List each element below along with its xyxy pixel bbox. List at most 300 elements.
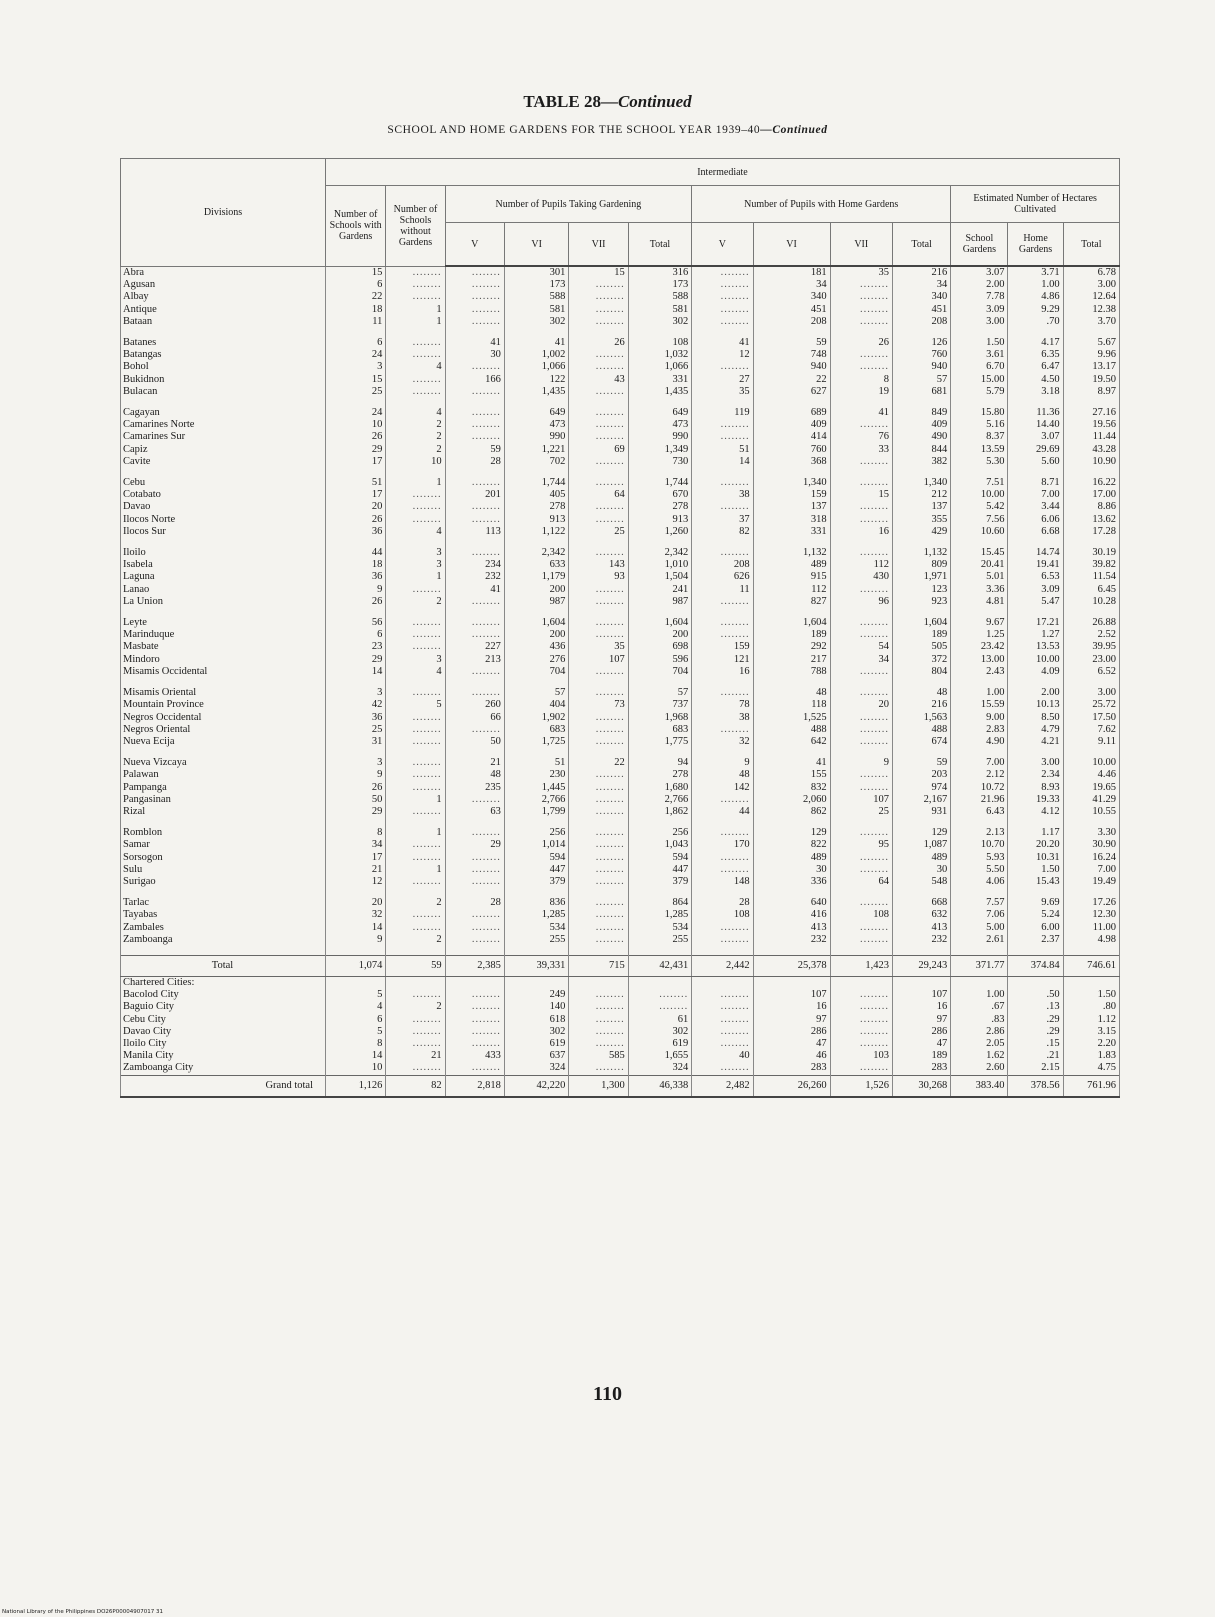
division-name: Rizal — [121, 806, 326, 818]
table-cell: 5.00 — [951, 922, 1008, 934]
table-cell — [445, 976, 504, 989]
table-row — [121, 757, 1120, 769]
table-cell: 50 — [445, 736, 504, 748]
table-cell: 336 — [753, 876, 830, 888]
table-cell: ........ — [386, 266, 445, 279]
table-cell: 473 — [628, 419, 691, 431]
table-cell: 3.15 — [1063, 1026, 1119, 1038]
table-cell: 21 — [325, 864, 385, 876]
table-cell: 3.07 — [1008, 431, 1063, 443]
table-cell: 489 — [892, 852, 950, 864]
table-cell: 3 — [325, 361, 385, 373]
division-name: Zamboanga — [121, 934, 326, 946]
table-cell: 862 — [753, 806, 830, 818]
table-cell: 36 — [325, 526, 385, 538]
division-name: Tarlac — [121, 897, 326, 909]
table-row — [121, 827, 1120, 839]
table-cell: 217 — [753, 654, 830, 666]
table-cell: ........ — [830, 922, 892, 934]
table-row — [121, 654, 1120, 666]
table-cell: 2 — [386, 1001, 445, 1013]
table-cell: 1,799 — [504, 806, 569, 818]
table-cell: 490 — [892, 431, 950, 443]
division-name: Camarines Sur — [121, 431, 326, 443]
table-cell: 29 — [325, 806, 385, 818]
table-cell: 409 — [892, 419, 950, 431]
division-name: Cebu — [121, 477, 326, 489]
table-cell: 1,604 — [892, 617, 950, 629]
table-cell: 4.98 — [1063, 934, 1119, 946]
division-name: Samar — [121, 839, 326, 851]
header-pupils-taking: Number of Pupils Taking Gardening — [445, 186, 692, 223]
table-cell: ........ — [445, 1062, 504, 1075]
table-cell: 9 — [325, 584, 385, 596]
table-cell: 208 — [753, 316, 830, 328]
table-cell: 451 — [892, 304, 950, 316]
table-cell: 683 — [504, 724, 569, 736]
table-cell: 4.06 — [951, 876, 1008, 888]
table-cell: 6 — [325, 337, 385, 349]
table-cell: 51 — [692, 444, 753, 456]
table-cell: 28 — [692, 897, 753, 909]
table-cell: ........ — [386, 374, 445, 386]
table-cell: 1,221 — [504, 444, 569, 456]
table-cell: ........ — [569, 431, 628, 443]
table-cell: 3.71 — [1008, 266, 1063, 279]
table-cell: 649 — [628, 407, 691, 419]
table-cell: 20 — [325, 501, 385, 513]
table-cell: ........ — [386, 1038, 445, 1050]
table-cell: ........ — [569, 852, 628, 864]
table-cell: 7.56 — [951, 514, 1008, 526]
table-cell: 32 — [692, 736, 753, 748]
table-cell: 1 — [386, 316, 445, 328]
table-cell: 1,445 — [504, 782, 569, 794]
table-cell: 301 — [504, 266, 569, 279]
table-cell: 41.29 — [1063, 794, 1119, 806]
table-cell: 15.45 — [951, 547, 1008, 559]
table-cell: ........ — [569, 304, 628, 316]
table-cell: ........ — [569, 922, 628, 934]
table-cell: 788 — [753, 666, 830, 678]
table-row — [121, 876, 1120, 888]
table-cell: 698 — [628, 641, 691, 653]
table-cell: 57 — [504, 687, 569, 699]
table-cell: 1,285 — [628, 909, 691, 921]
table-cell: .13 — [1008, 1001, 1063, 1013]
header-total: Total — [628, 223, 691, 267]
table-row — [121, 1062, 1120, 1075]
table-cell: 25 — [569, 526, 628, 538]
table-cell: 760 — [892, 349, 950, 361]
table-cell: ........ — [569, 456, 628, 468]
division-name: Zamboanga City — [121, 1062, 326, 1075]
table-cell: 340 — [892, 291, 950, 303]
table-cell: 18 — [325, 559, 385, 571]
table-cell: 140 — [504, 1001, 569, 1013]
table-cell: 1,680 — [628, 782, 691, 794]
table-cell: 21.96 — [951, 794, 1008, 806]
table-cell: 21 — [386, 1050, 445, 1062]
table-cell: 47 — [753, 1038, 830, 1050]
table-cell: ........ — [445, 687, 504, 699]
table-cell: ........ — [445, 266, 504, 279]
header-vii: VII — [569, 223, 628, 267]
table-cell: 16 — [753, 1001, 830, 1013]
table-cell: 4.12 — [1008, 806, 1063, 818]
table-cell: ........ — [692, 934, 753, 946]
table-cell: 302 — [504, 316, 569, 328]
table-cell: ........ — [569, 827, 628, 839]
table-cell: 331 — [753, 526, 830, 538]
table-cell: 76 — [830, 431, 892, 443]
table-cell: 8 — [325, 1038, 385, 1050]
table-cell: 1 — [386, 794, 445, 806]
division-name: Agusan — [121, 279, 326, 291]
table-cell: ........ — [692, 316, 753, 328]
division-name: Misamis Occidental — [121, 666, 326, 678]
table-cell: 681 — [892, 386, 950, 398]
table-cell: 488 — [892, 724, 950, 736]
table-cell: 25 — [325, 386, 385, 398]
table-cell: 10 — [325, 419, 385, 431]
table-cell: 1.50 — [1008, 864, 1063, 876]
table-cell: ........ — [569, 279, 628, 291]
table-cell: 5 — [325, 989, 385, 1001]
table-cell: 1,002 — [504, 349, 569, 361]
table-cell: 19 — [830, 386, 892, 398]
table-cell: 594 — [504, 852, 569, 864]
table-cell: 1.00 — [951, 989, 1008, 1001]
table-row — [121, 584, 1120, 596]
table-cell: 3.09 — [1008, 584, 1063, 596]
table-cell: 11 — [325, 316, 385, 328]
division-name: Surigao — [121, 876, 326, 888]
table-row — [121, 641, 1120, 653]
header-vii: VII — [830, 223, 892, 267]
table-cell: 276 — [504, 654, 569, 666]
table-cell — [628, 976, 691, 989]
table-cell: 286 — [753, 1026, 830, 1038]
table-cell: 4.50 — [1008, 374, 1063, 386]
table-cell: 6.78 — [1063, 266, 1119, 279]
table-cell: 844 — [892, 444, 950, 456]
table-cell: 1.00 — [951, 687, 1008, 699]
division-name: Marinduque — [121, 629, 326, 641]
table-cell: ........ — [692, 291, 753, 303]
table-row — [121, 547, 1120, 559]
table-cell: 489 — [753, 559, 830, 571]
table-cell: 4 — [386, 666, 445, 678]
table-cell: 11.44 — [1063, 431, 1119, 443]
table-cell: 4.46 — [1063, 769, 1119, 781]
table-cell: 1,300 — [569, 1075, 628, 1097]
table-cell — [386, 976, 445, 989]
table-row — [121, 361, 1120, 373]
table-cell: 8.93 — [1008, 782, 1063, 794]
table-cell: 189 — [892, 1050, 950, 1062]
table-cell: 1,604 — [504, 617, 569, 629]
table-cell: 1,655 — [628, 1050, 691, 1062]
table-cell: ........ — [692, 361, 753, 373]
division-name: Sorsogon — [121, 852, 326, 864]
table-cell: 302 — [628, 1026, 691, 1038]
division-name: Cavite — [121, 456, 326, 468]
table-cell: 5.47 — [1008, 596, 1063, 608]
table-row — [121, 444, 1120, 456]
table-cell: 7.00 — [951, 757, 1008, 769]
table-cell: 10.60 — [951, 526, 1008, 538]
table-cell: ........ — [569, 782, 628, 794]
division-name: Palawan — [121, 769, 326, 781]
table-cell: 69 — [569, 444, 628, 456]
table-cell: ........ — [445, 514, 504, 526]
table-cell: ........ — [569, 769, 628, 781]
table-cell: ........ — [445, 617, 504, 629]
table-cell: 3.61 — [951, 349, 1008, 361]
table-cell: ........ — [569, 1001, 628, 1013]
table-cell: 256 — [504, 827, 569, 839]
table-cell: ........ — [830, 934, 892, 946]
division-name: Zambales — [121, 922, 326, 934]
table-cell: 14.40 — [1008, 419, 1063, 431]
table-cell: ........ — [386, 876, 445, 888]
table-cell: 324 — [504, 1062, 569, 1075]
table-cell: 41 — [504, 337, 569, 349]
table-cell: 63 — [445, 806, 504, 818]
table-row — [121, 477, 1120, 489]
table-cell: 25.72 — [1063, 699, 1119, 711]
chartered-cities-label-row — [121, 976, 1120, 989]
table-cell: ........ — [569, 909, 628, 921]
table-cell: 64 — [830, 876, 892, 888]
header-total: Total — [892, 223, 950, 267]
table-cell: ........ — [830, 736, 892, 748]
table-cell: 59 — [753, 337, 830, 349]
table-cell: 22 — [753, 374, 830, 386]
table-cell: ........ — [830, 514, 892, 526]
table-cell: ........ — [386, 501, 445, 513]
table-cell: 10 — [325, 1062, 385, 1075]
table-cell — [892, 976, 950, 989]
table-cell: 2.60 — [951, 1062, 1008, 1075]
table-cell: 28 — [445, 456, 504, 468]
table-cell: ........ — [445, 431, 504, 443]
table-cell: 8.71 — [1008, 477, 1063, 489]
table-cell: ........ — [445, 864, 504, 876]
table-cell: ........ — [386, 291, 445, 303]
table-cell: 18 — [325, 304, 385, 316]
table-row — [121, 736, 1120, 748]
table-cell: ........ — [445, 922, 504, 934]
table-cell: 148 — [692, 876, 753, 888]
table-cell: 17.26 — [1063, 897, 1119, 909]
table-cell: 371.77 — [951, 955, 1008, 976]
division-name: Negros Oriental — [121, 724, 326, 736]
table-cell: 2,060 — [753, 794, 830, 806]
table-cell: 1.50 — [1063, 989, 1119, 1001]
table-cell: 17.21 — [1008, 617, 1063, 629]
table-cell: 3 — [325, 687, 385, 699]
table-cell: ........ — [830, 782, 892, 794]
table-row — [121, 699, 1120, 711]
table-cell: 6.45 — [1063, 584, 1119, 596]
table-cell: 8.37 — [951, 431, 1008, 443]
table-cell: 1,010 — [628, 559, 691, 571]
table-cell: 34 — [753, 279, 830, 291]
table-cell: 355 — [892, 514, 950, 526]
table-cell: 16 — [692, 666, 753, 678]
table-cell: 24 — [325, 349, 385, 361]
table-cell: 5.16 — [951, 419, 1008, 431]
table-cell: 378.56 — [1008, 1075, 1063, 1097]
table-cell: ........ — [445, 666, 504, 678]
table-cell: ........ — [386, 1062, 445, 1075]
table-cell: 48 — [692, 769, 753, 781]
division-name: Total — [121, 955, 326, 976]
table-cell: 14 — [692, 456, 753, 468]
table-cell: 19.41 — [1008, 559, 1063, 571]
table-cell: 14 — [325, 1050, 385, 1062]
table-cell: 447 — [504, 864, 569, 876]
header-v: V — [445, 223, 504, 267]
division-name: Manila City — [121, 1050, 326, 1062]
table-cell: 235 — [445, 782, 504, 794]
table-cell: 9 — [830, 757, 892, 769]
table-cell: 674 — [892, 736, 950, 748]
table-cell: ........ — [445, 724, 504, 736]
table-cell: ........ — [692, 629, 753, 641]
table-cell: 990 — [628, 431, 691, 443]
table-cell: 4 — [325, 1001, 385, 1013]
table-cell: ........ — [386, 349, 445, 361]
table-cell: 15 — [325, 374, 385, 386]
table-cell: 10.72 — [951, 782, 1008, 794]
table-cell: 534 — [504, 922, 569, 934]
table-cell: ........ — [386, 989, 445, 1001]
table-cell: ........ — [830, 769, 892, 781]
table-cell: ........ — [569, 407, 628, 419]
table-cell — [692, 976, 753, 989]
table-cell: 25 — [325, 724, 385, 736]
table-row — [121, 852, 1120, 864]
table-cell: 17.50 — [1063, 712, 1119, 724]
table-cell: 2.37 — [1008, 934, 1063, 946]
header-schools-without: Number of Schools without Gardens — [386, 186, 445, 267]
table-cell: ........ — [830, 477, 892, 489]
table-cell: ........ — [830, 547, 892, 559]
table-cell — [1063, 976, 1119, 989]
table-cell: 11.54 — [1063, 571, 1119, 583]
table-cell: .15 — [1008, 1038, 1063, 1050]
table-cell: ........ — [445, 477, 504, 489]
table-cell: ........ — [830, 629, 892, 641]
table-cell: 57 — [628, 687, 691, 699]
table-cell: ........ — [569, 687, 628, 699]
table-cell: 1 — [386, 571, 445, 583]
header-schools-with: Number of Schools with Gardens — [325, 186, 385, 267]
table-cell: 35 — [692, 386, 753, 398]
table-cell: ........ — [386, 909, 445, 921]
table-cell: 931 — [892, 806, 950, 818]
table-cell: ........ — [445, 909, 504, 921]
table-cell — [830, 976, 892, 989]
table-cell: 637 — [504, 1050, 569, 1062]
table-cell: 26 — [325, 596, 385, 608]
table-cell: 97 — [892, 1014, 950, 1026]
table-cell: 107 — [753, 989, 830, 1001]
table-cell: .70 — [1008, 316, 1063, 328]
table-cell: 3 — [325, 757, 385, 769]
table-cell: 201 — [445, 489, 504, 501]
table-row — [121, 501, 1120, 513]
table-cell: 10.90 — [1063, 456, 1119, 468]
table-cell: 1,423 — [830, 955, 892, 976]
table-cell: 142 — [692, 782, 753, 794]
table-cell: 7.51 — [951, 477, 1008, 489]
table-row — [121, 596, 1120, 608]
table-cell: ........ — [569, 617, 628, 629]
table-cell: 1,340 — [753, 477, 830, 489]
table-cell: ........ — [386, 782, 445, 794]
table-cell: 1,604 — [753, 617, 830, 629]
table-cell: 7.00 — [1063, 864, 1119, 876]
table-cell: 10.28 — [1063, 596, 1119, 608]
table-row — [121, 419, 1120, 431]
table-cell: 59 — [445, 444, 504, 456]
table-cell: 2,482 — [692, 1075, 753, 1097]
table-cell: 626 — [692, 571, 753, 583]
table-cell: 1,971 — [892, 571, 950, 583]
table-row — [121, 266, 1120, 279]
division-name: Tayabas — [121, 909, 326, 921]
table-cell: ........ — [386, 852, 445, 864]
table-cell: ........ — [569, 596, 628, 608]
table-cell: 6.52 — [1063, 666, 1119, 678]
table-cell: 26 — [830, 337, 892, 349]
table-cell: 25,378 — [753, 955, 830, 976]
table-cell: ........ — [830, 1062, 892, 1075]
table-cell: 15 — [569, 266, 628, 279]
table-row — [121, 724, 1120, 736]
table-cell: 11.36 — [1008, 407, 1063, 419]
table-cell: 6.06 — [1008, 514, 1063, 526]
table-cell: 596 — [628, 654, 691, 666]
table-cell: 6.53 — [1008, 571, 1063, 583]
table-cell: 2.00 — [1008, 687, 1063, 699]
table-cell: 5.50 — [951, 864, 1008, 876]
table-cell: 203 — [892, 769, 950, 781]
table-cell: 108 — [830, 909, 892, 921]
table-cell: ........ — [830, 989, 892, 1001]
table-cell: 208 — [692, 559, 753, 571]
table-cell: 20.20 — [1008, 839, 1063, 851]
table-cell: 318 — [753, 514, 830, 526]
table-cell: 200 — [504, 584, 569, 596]
table-cell: 1,260 — [628, 526, 691, 538]
table-cell: 15.43 — [1008, 876, 1063, 888]
table-row — [121, 304, 1120, 316]
table-cell: 2,342 — [628, 547, 691, 559]
table-cell: 6.47 — [1008, 361, 1063, 373]
table-cell: 73 — [569, 699, 628, 711]
table-cell: 256 — [628, 827, 691, 839]
table-cell: 2.86 — [951, 1026, 1008, 1038]
table-cell: 137 — [892, 501, 950, 513]
table-title — [0, 92, 1215, 112]
table-cell: 3 — [386, 654, 445, 666]
table-cell: ........ — [569, 419, 628, 431]
